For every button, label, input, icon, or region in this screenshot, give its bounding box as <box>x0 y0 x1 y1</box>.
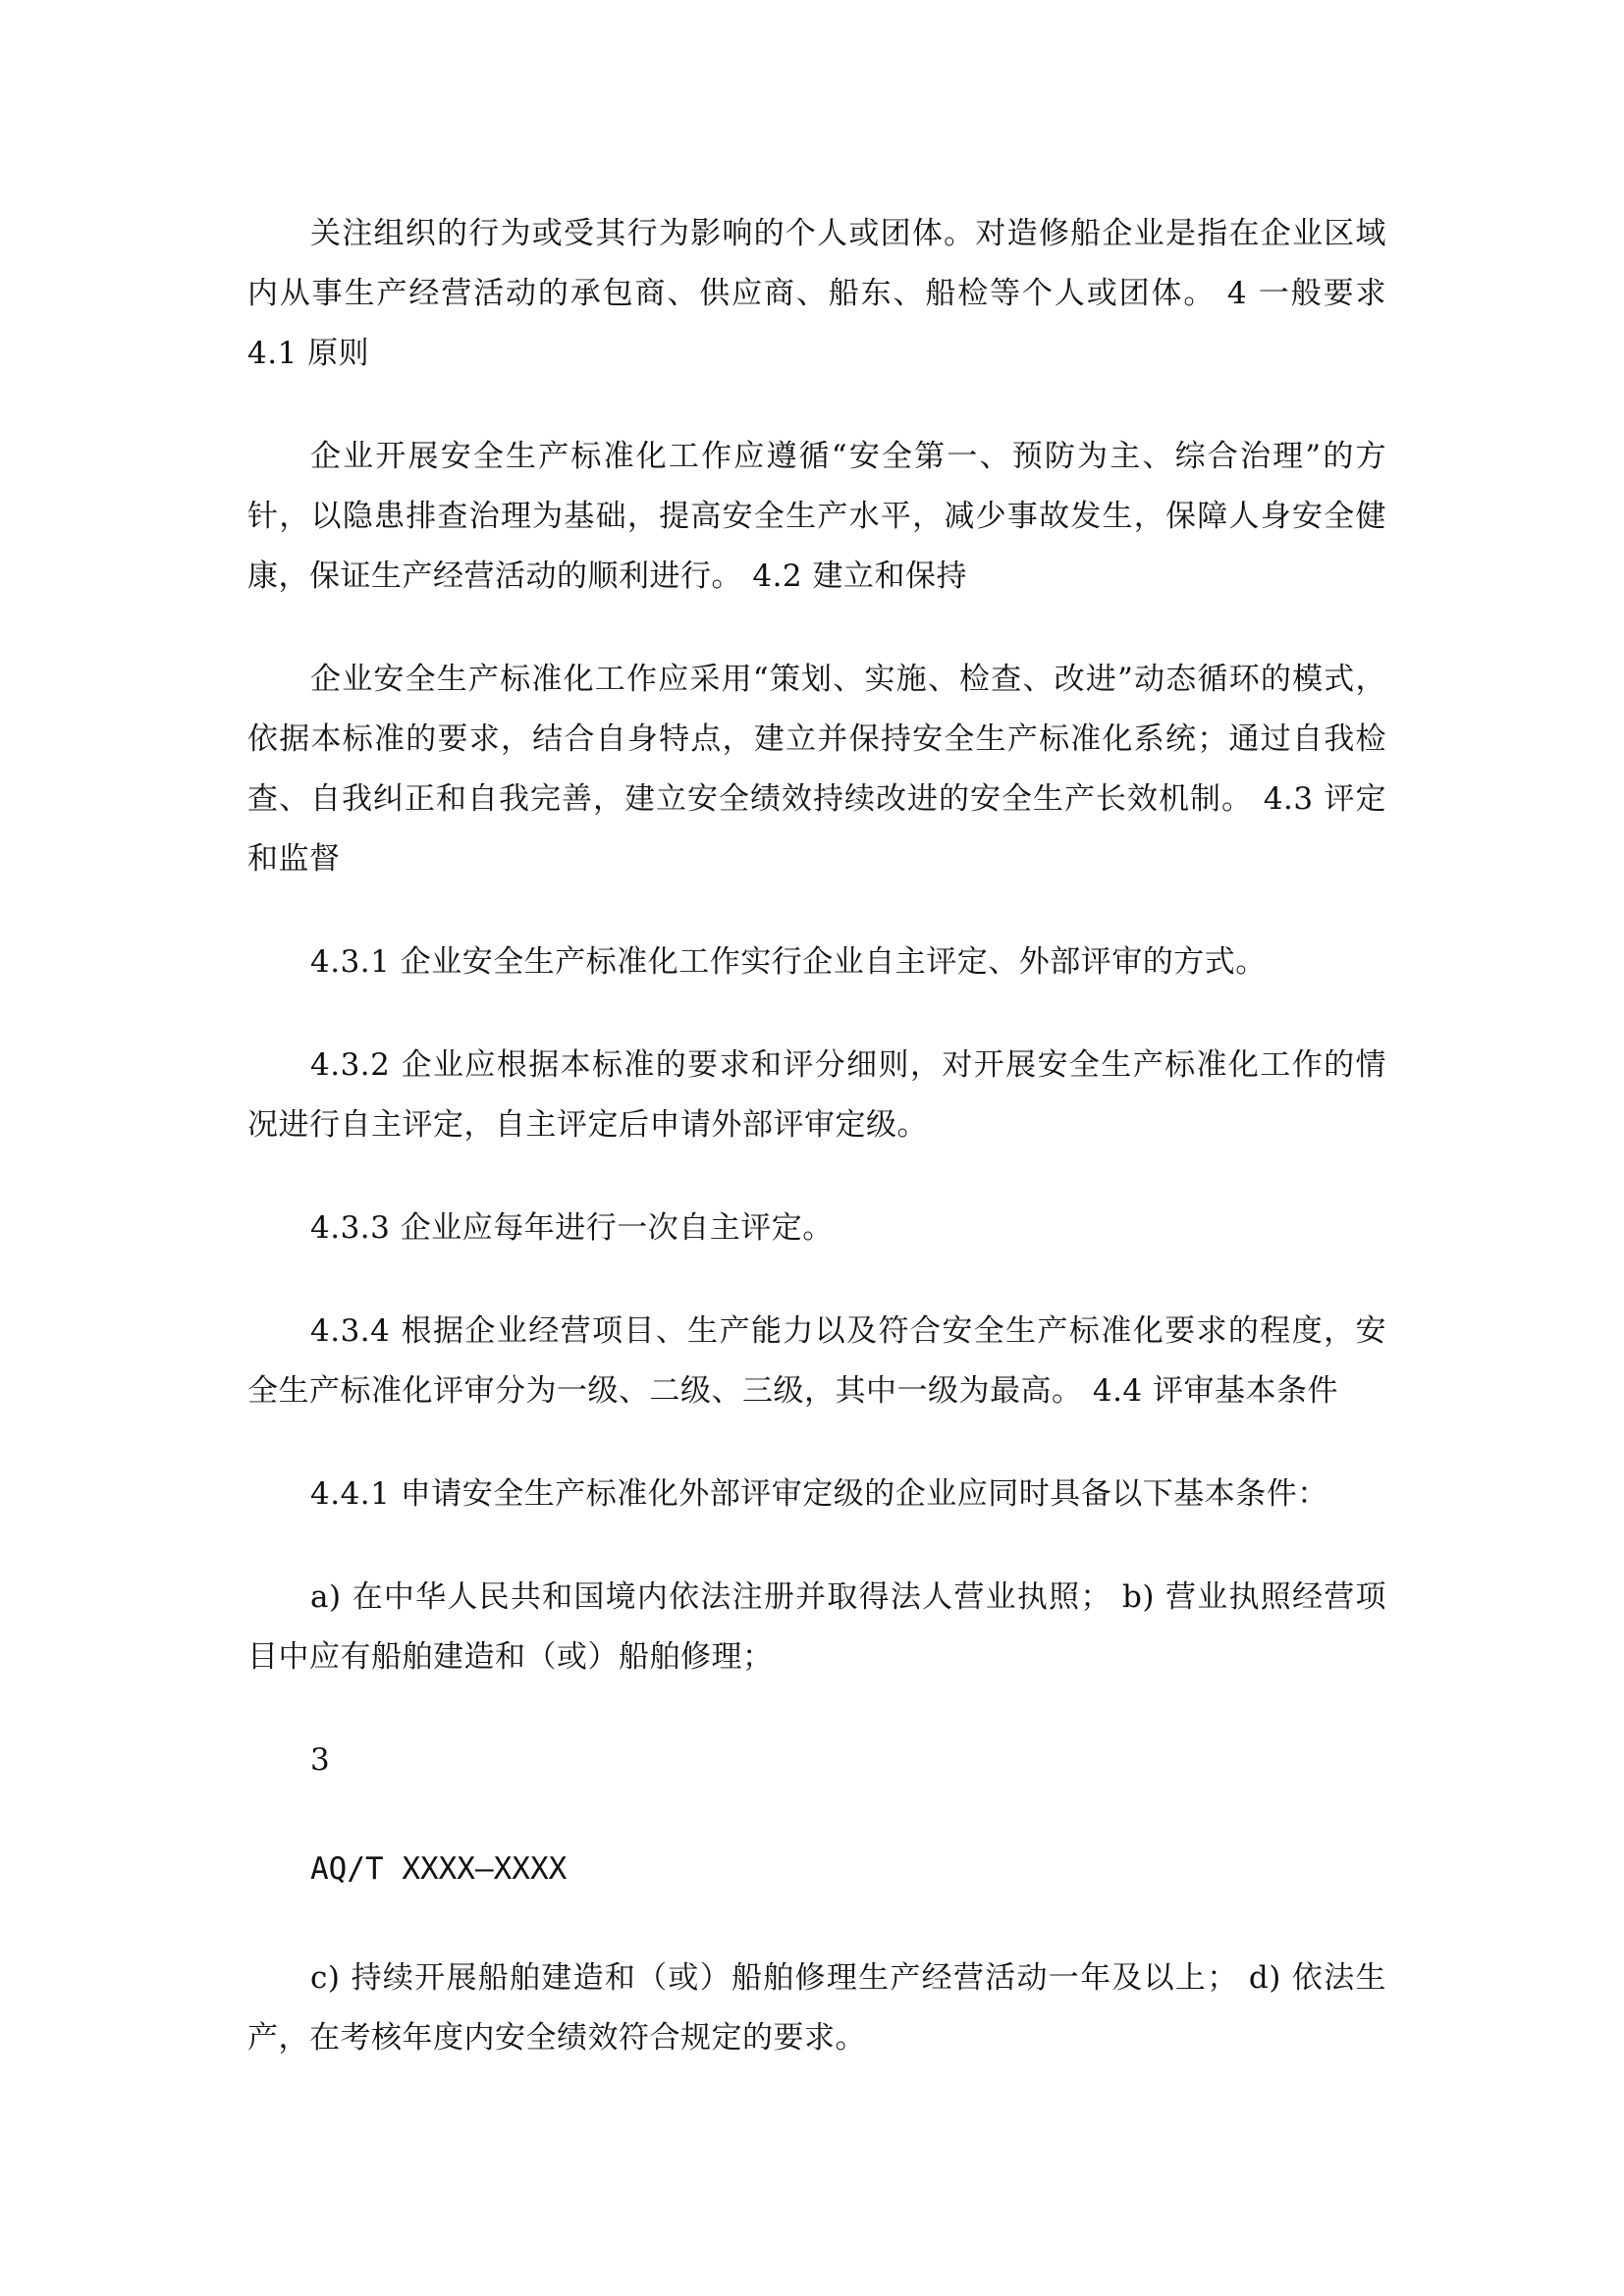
paragraph-4-3-1: 4.3.1 企业安全生产标准化工作实行企业自主评定、外部评审的方式。 <box>310 944 1267 980</box>
standard-code-header: AQ/T XXXX—XXXX <box>310 1851 568 1887</box>
paragraph-principle: 企业开展安全生产标准化工作应遵循“安全第一、预防为主、综合治理”的方针，以隐患排查治理为基础，提高安全生产水平，减少事故发生，保障人身安全健康，保证生产经营活动的顺利进行。 4.2 建立和保持 <box>247 439 1386 594</box>
paragraph-conditions-c-d: c) 持续开展船舶建造和（或）船舶修理生产经营活动一年及以上； d) 依法生产，在考核年度内安全绩效符合规定的要求。 <box>247 1960 1386 2056</box>
paragraph-4-4-1: 4.4.1 申请安全生产标准化外部评审定级的企业应同时具备以下基本条件： <box>310 1476 1328 1512</box>
paragraph-establish-maintain: 企业安全生产标准化工作应采用“策划、实施、检查、改进”动态循环的模式，依据本标准的要求，结合自身特点，建立并保持安全生产标准化系统；通过自我检查、自我纠正和自我完善，建立安全绩效持续改进的安全生产长效机制。 4.3 评定和监督 <box>247 662 1386 877</box>
page-number: 3 <box>310 1742 331 1778</box>
paragraph-4-3-3: 4.3.3 企业应每年进行一次自主评定。 <box>310 1210 834 1246</box>
paragraph-stakeholder-definition: 关注组织的行为或受其行为影响的个人或团体。对造修船企业是指在企业区域内从事生产经营活动的承包商、供应商、船东、船检等个人或团体。 4 一般要求 4.1 原则 <box>247 216 1386 371</box>
document-page <box>247 204 1386 2111</box>
paragraph-4-3-4: 4.3.4 根据企业经营项目、生产能力以及符合安全生产标准化要求的程度，安全生产标准化评审分为一级、二级、三级，其中一级为最高。 4.4 评审基本条件 <box>247 1313 1386 1409</box>
paragraph-4-3-2: 4.3.2 企业应根据本标准的要求和评分细则，对开展安全生产标准化工作的情况进行自主评定，自主评定后申请外部评审定级。 <box>247 1047 1386 1143</box>
paragraph-conditions-a-b: a) 在中华人民共和国境内依法注册并取得法人营业执照； b) 营业执照经营项目中应有船舶建造和（或）船舶修理； <box>247 1579 1386 1675</box>
